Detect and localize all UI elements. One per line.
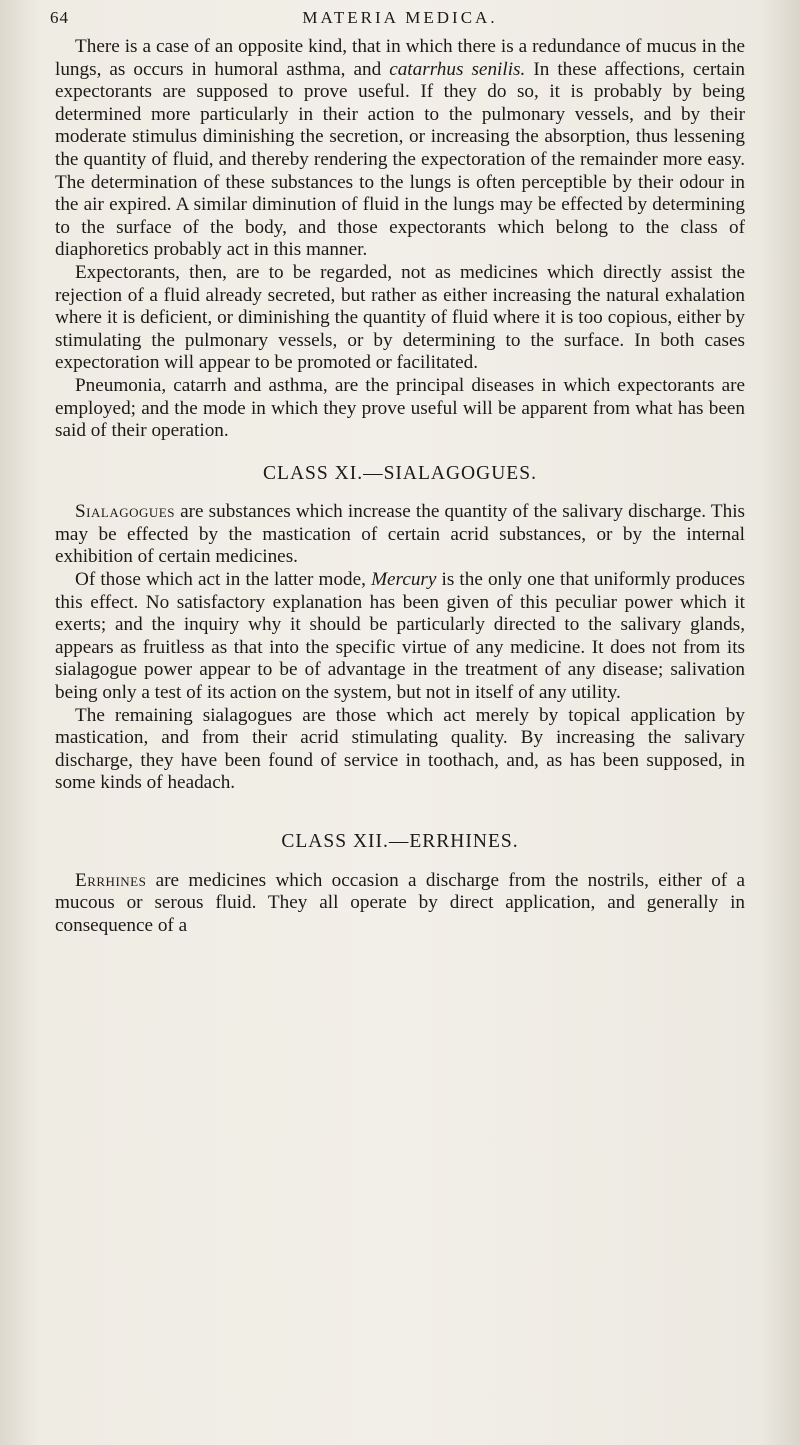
page-number: 64 xyxy=(50,8,69,27)
paragraph-text: In these affections, certain expectorants are supposed to prove useful. If they do so, it is probably by being determined more particularly in their action to the pulmonary vessels, and by their moderate stimulus diminishing the secretion, or increasing the absorption, thus lessening the quantity of fluid, and thereby rendering the expectoration of the remainder more easy. The determination of these substances to the lungs is often perceptible by their odour in the air expired. A similar diminution of fluid in the lungs may be effected by determining to the surface of the body, and those expectorants which belong to the class of diaphoretics probably act in this manner. xyxy=(55,58,746,261)
paragraph-sialagogues-definition xyxy=(55,501,745,569)
body-text xyxy=(55,36,745,937)
paragraph-text: Of those which act in the latter mode, xyxy=(75,569,366,591)
paragraph-principal-diseases: Pneumonia, catarrh and asthma, are the principal diseases in which expectorants are employed; and the mode in which they prove useful will be apparent from what has been said of their operation. xyxy=(55,374,745,442)
paragraph-errhines-definition xyxy=(55,870,745,938)
paragraph-text: are substances which increase the quantity of the salivary discharge. This may be effected by the mastication of certain acrid substances, or by the internal exhibition of certain medicines. xyxy=(55,501,746,568)
paragraph-expectorants-regarded: Expectorants, then, are to be regarded, not as medicines which directly assist the rejection of a fluid already secreted, but rather as either increasing the natural exhalation where it is deficient, or diminishing the quantity of fluid where it is too copious, either by stimulating the pulmonary vessels, or by determining to the surface. In both cases expectoration will appear to be promoted or facilitated. xyxy=(55,261,745,374)
paragraph-text: There is a case of an opposite kind, that in which there is a redundance of mucus in the lungs, as occurs in humoral asthma, and xyxy=(55,36,745,80)
running-head xyxy=(0,8,800,30)
paragraph-redundance-of-mucus xyxy=(55,36,745,262)
italic-term: catarrhus senilis. xyxy=(389,58,526,80)
lead-term: Errhines xyxy=(75,869,147,891)
section-heading-errhines: CLASS XII.—ERRHINES. xyxy=(281,831,519,852)
section-heading-sialagogues: CLASS XI.—SIALAGOGUES. xyxy=(263,462,537,484)
italic-term: Mercury xyxy=(371,569,437,591)
paragraph-mercury xyxy=(55,569,745,705)
lead-term: Sialagogues xyxy=(75,501,175,523)
paragraph-text: is the only one that uniformly produces this effect. No satisfactory explanation has been given of this peculiar power which it exerts; and the inquiry why it should be particularly directed to the salivary glands, appears as fruitless as that into the specific virtue of any medicine. It does not from its sialagogue power appear to be of advantage in the treatment of any disease; salivation being only a test of its action on the system, but not in itself of any utility. xyxy=(55,569,745,704)
paragraph-text: are medicines which occasion a discharge from the nostrils, either of a mucous or serous fluid. They all operate by direct application, and generally in consequence of a xyxy=(55,869,745,936)
running-title: MATERIA MEDICA. xyxy=(302,8,498,27)
paragraph-remaining-sialagogues: The remaining sialagogues are those which act merely by topical application by mastication, and from their acrid stimulating quality. By increasing the salivary discharge, they have been found of service in toothach, and, as has been supposed, in some kinds of headach. xyxy=(55,704,745,794)
